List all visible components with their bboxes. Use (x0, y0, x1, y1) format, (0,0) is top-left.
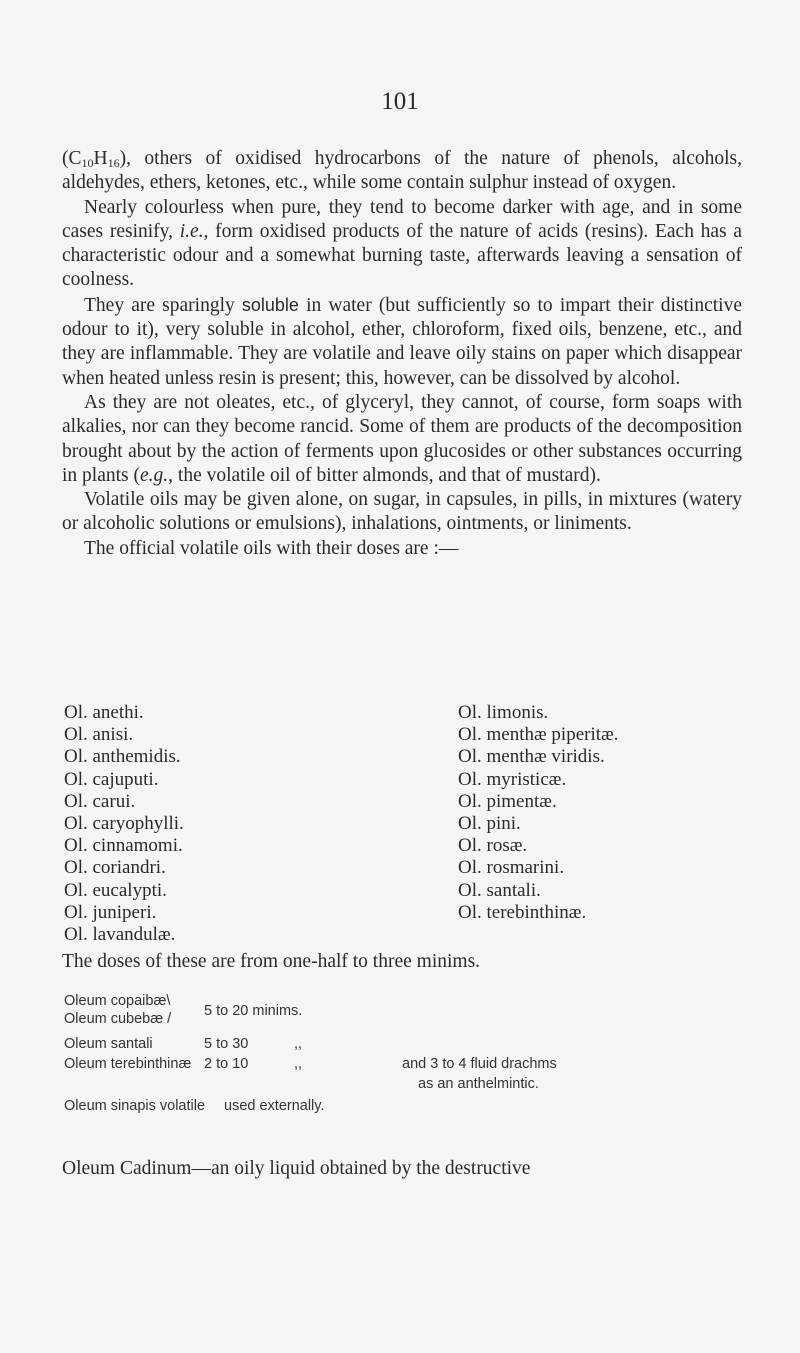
paragraph-6: The official volatile oils with their doses are :— (84, 537, 459, 559)
paragraph-4-text-a: As they are not oleates, etc., of glyceryl, they cannot, of course, form soaps with alkalies, nor can they become rancid. Some of them are products of the decomposition brought about by the action of ferments upon glucosides or other substances occurring in plants ( (62, 391, 742, 486)
list-item: Ol. santali. (458, 879, 541, 901)
list-item: Ol. anthemidis. (64, 746, 181, 768)
paragraph-2-ie: i.e., (179, 220, 209, 242)
doses-sentence: The doses of these are from one-half to three minims. (62, 951, 481, 972)
paragraph-4-text-b: the volatile oil of bitter almonds, and that of mustard). (173, 464, 601, 486)
list-item: Ol. juniperi. (64, 901, 157, 923)
list-item: Ol. limonis. (458, 702, 549, 723)
paragraph-2-text-b: form oxidised products of the nature of acids (resins). Each has a characteristic odour and a somewhat burning taste, afterwards leaving a sensation of coolness. (62, 220, 742, 291)
oil-list-left (64, 702, 184, 946)
list-item: Ol. cajuputi. (64, 768, 159, 790)
list-item: Ol. menthæ viridis. (458, 746, 605, 768)
list-item: Ol. menthæ piperitæ. (458, 724, 619, 746)
paragraph-2-text-a: Nearly colourless when pure, they tend to become darker with age, and in some cases resinify, (62, 196, 742, 242)
list-item: Ol. myristicæ. (458, 768, 567, 790)
list-item: Ol. coriandri. (64, 857, 166, 879)
list-item: Ol. carui. (64, 790, 136, 812)
copaibae-dose: 5 to 20 minims. (204, 1003, 303, 1019)
paragraph-4-eg: e.g., (140, 464, 174, 486)
body-text (62, 147, 742, 561)
paragraph-3-text-a: They are sparingly (84, 294, 242, 316)
list-item: Ol. cinnamomi. (64, 835, 183, 857)
brace-labels (64, 992, 171, 1028)
list-item: Ol. eucalypti. (64, 879, 167, 901)
formula-c: (C (62, 148, 82, 169)
terebinthinae-extra: and 3 to 4 fluid drachms (402, 1056, 557, 1072)
paragraph-1 (62, 147, 742, 196)
oleum-terebinthinae-label: Oleum terebinthinæ (64, 1056, 192, 1072)
formula-sub-10: 10 (81, 156, 94, 170)
list-item: Ol. anisi. (64, 724, 134, 746)
list-item: Ol. rosmarini. (458, 857, 565, 879)
santali-ditto: ,, (294, 1036, 303, 1052)
paragraph-1-text: ), others of oxidised hydrocarbons of the nature of phenols, alcohols, aldehydes, ethers, ketones, etc., while some contain sulphur instead of oxygen. (62, 148, 742, 194)
list-item: Ol. caryophylli. (64, 813, 184, 835)
oleum-cubebae-label: Oleum cubebæ / (64, 1011, 172, 1027)
list-item: Ol. pini. (458, 813, 521, 835)
paragraph-2 (62, 196, 742, 293)
page-number: 101 (381, 88, 419, 115)
paragraph-3-soluble: soluble (241, 294, 299, 315)
final-line: Oleum Cadinum—an oily liquid obtained by the destructive (62, 1158, 531, 1179)
oleum-copaibae-label: Oleum copaibæ\ (64, 993, 171, 1009)
paragraph-4 (62, 391, 742, 488)
oil-list-right (458, 702, 618, 924)
terebinthinae-ditto: ,, (294, 1056, 303, 1072)
paragraph-3 (62, 293, 742, 391)
formula-h: H (93, 148, 108, 169)
list-item: Ol. lavandulæ. (64, 924, 176, 946)
santali-dose: 5 to 30 (204, 1036, 249, 1052)
list-item: Ol. pimentæ. (458, 790, 557, 812)
sinapis-use: used externally. (224, 1098, 325, 1114)
oleum-sinapis-label: Oleum sinapis volatile (64, 1098, 206, 1114)
list-item: Ol. terebinthinæ. (458, 901, 587, 923)
formula-sub-16: 16 (107, 156, 120, 170)
terebinthinae-extra-2: as an anthelmintic. (418, 1076, 539, 1092)
terebinthinae-dose: 2 to 10 (204, 1056, 249, 1072)
list-item: Ol. anethi. (64, 702, 144, 723)
oleum-santali-label: Oleum santali (64, 1036, 153, 1052)
paragraph-5: Volatile oils may be given alone, on sugar, in capsules, in pills, in mixtures (watery or alcoholic solutions or emulsions), inhalations, ointments, or liniments. (62, 489, 742, 535)
paragraph-3-text-b: in water (but sufficiently so to impart their distinctive odour to it), very soluble in alcohol, ether, chloroform, fixed oils, benzene, etc., and they are inflammable. They are volatile and leave oily stains on paper which disappear when heated unless resin is present; this, however, can be dissolved by alcohol. (62, 294, 742, 389)
list-item: Ol. rosæ. (458, 835, 528, 857)
